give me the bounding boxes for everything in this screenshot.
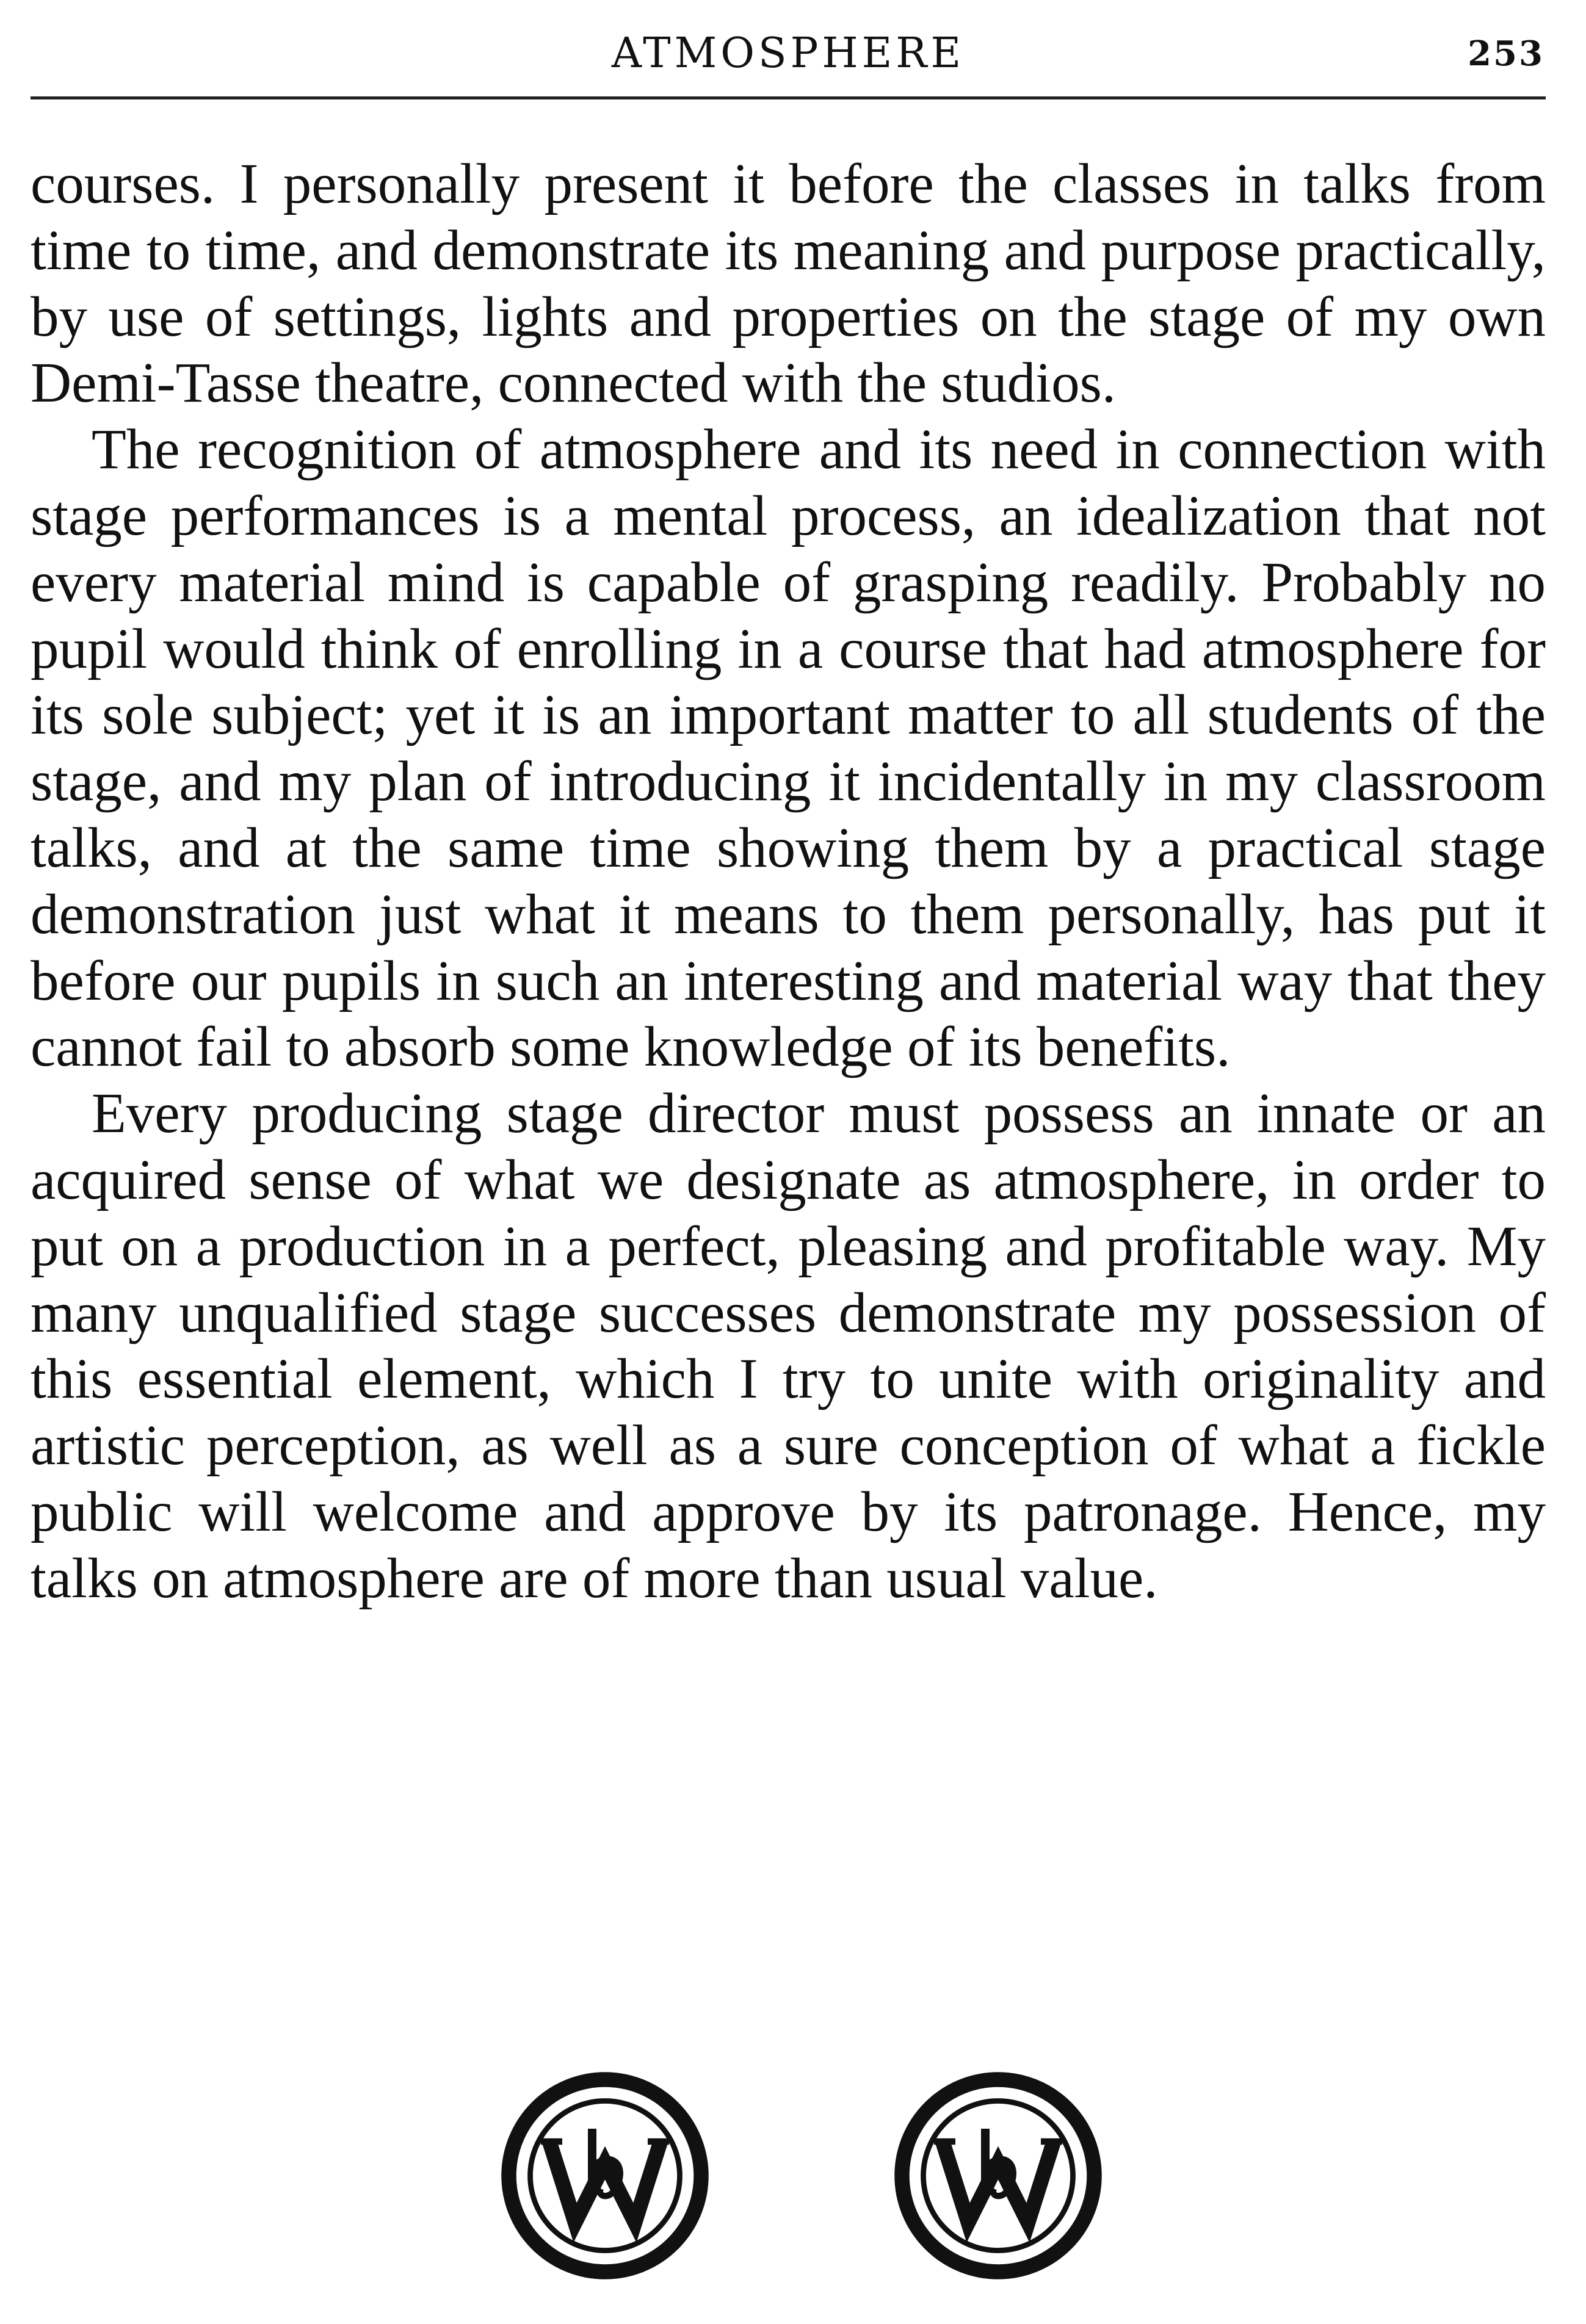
body-text	[31, 151, 1546, 1612]
paragraph-1: courses. I personally present it before the classes in talks from time to time, and demonstrate its meaning and purpose practically, by use of settings, lights and properties on the stage of my own Demi-Tasse theatre, connected with the studios.	[31, 153, 1546, 415]
monogram-seal-icon	[498, 2069, 712, 2282]
paragraph-2: The recognition of atmosphere and its need in connection with stage performances is a mental process, an idealization that not every material mind is capable of grasping readily. Probably no pupil would think of enrolling in a course that had atmosphere for its sole subject; yet it is an important matter to all students of the stage, and my plan of introducing it incidentally in my classroom talks, and at the same time showing them by a practical stage demonstration just what it means to them personally, has put it before our pupils in such an interesting and material way that they cannot fail to absorb some knowledge of its benefits.	[31, 418, 1546, 1079]
header-rule	[31, 96, 1546, 99]
paragraph-3: Every producing stage director must possess an innate or an acquired sense of what we designate as atmosphere, in order to put on a production in a perfect, pleasing and profitable way. My many unqualified stage successes demonstrate my possession of this essential element, which I try to unite with originality and artistic perception, as well as a sure conception of what a fickle public will welcome and approve by its patronage. Hence, my talks on atmosphere are of more than usual value.	[31, 1082, 1546, 1610]
ornaments	[0, 2069, 1586, 2301]
running-header	[31, 23, 1546, 84]
monogram-seal-icon	[891, 2069, 1105, 2282]
running-title: ATMOSPHERE	[611, 29, 965, 78]
page-number: 253	[1468, 34, 1544, 74]
